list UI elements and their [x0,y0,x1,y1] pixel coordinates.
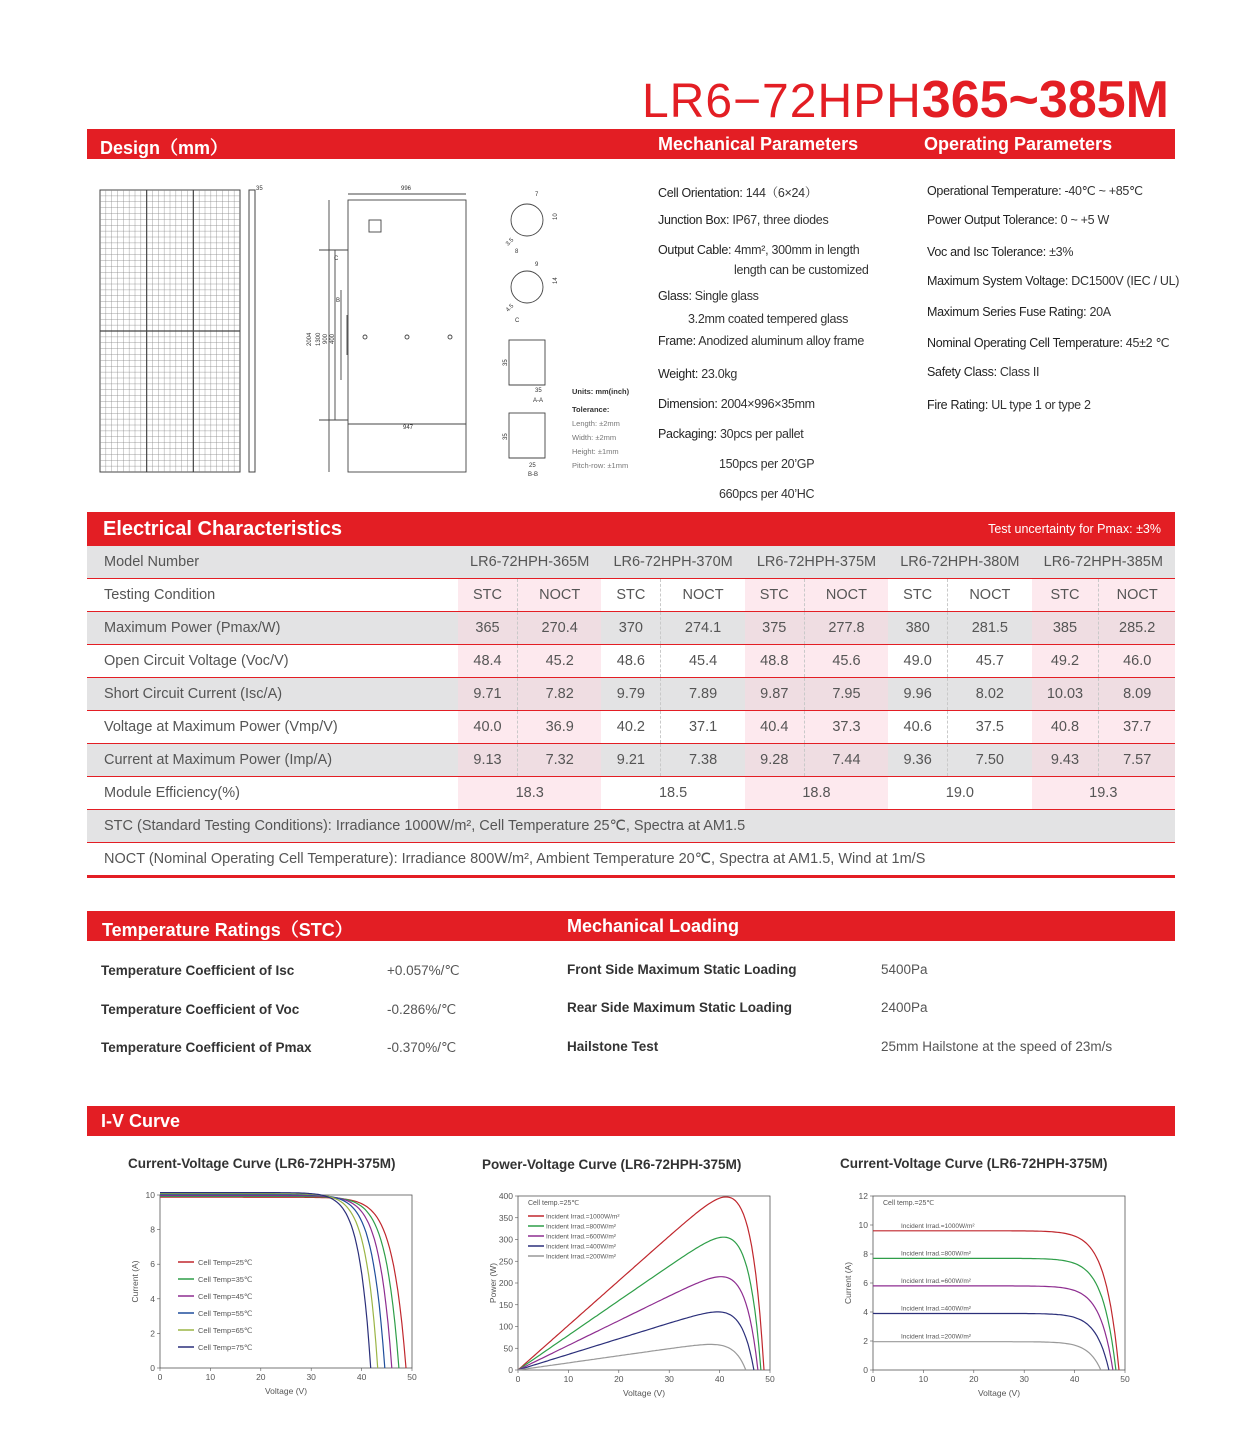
dim-label: 10 [553,213,559,220]
y-tick-label: 4 [863,1307,868,1317]
table-row [87,744,1175,777]
y-axis-label: Current (A) [130,1260,140,1303]
x-tick-label: 50 [765,1374,775,1384]
value-cell: 370 [601,612,660,645]
top-section-bar [87,129,1175,159]
dim-label: 996 [401,186,412,192]
dim-label: 3.5 [505,237,516,248]
legend-label: Incident Irrad.=600W/m² [546,1233,616,1241]
y-tick-label: 200 [498,1278,513,1288]
section-label: C [334,256,339,262]
y-tick-label: 50 [503,1343,513,1354]
dim-label: 35 [503,433,509,440]
value-cell: 48.6 [601,645,660,678]
dim-label: 900 [323,333,329,344]
row-label: Voltage at Maximum Power (Vmp/V) [87,711,458,744]
y-tick-label: 10 [145,1190,155,1200]
x-tick-label: 40 [714,1374,725,1384]
legend-label: Incident Irrad.=400W/m² [546,1243,616,1251]
x-axis-label: Voltage (V) [977,1388,1021,1398]
chart-pv-irradiance [470,1183,790,1403]
value-cell: 7.89 [661,678,745,711]
value-cell: 385 [1032,612,1099,645]
y-tick-label: 6 [150,1259,155,1270]
temp-coef-voc-value: -0.286%/℃ [387,1002,457,1017]
x-tick-label: 30 [664,1374,674,1384]
value-cell: 45.6 [804,645,888,678]
table-row [87,645,1175,678]
iv-bar [87,1106,1175,1136]
chart-note: Cell temp.=25℃ [883,1200,935,1207]
panel-front-view [100,190,240,472]
x-tick-label: 20 [969,1374,979,1384]
value-cell: 45.7 [948,645,1032,678]
hailstone-value: 25mm Hailstone at the speed of 23m/s [881,1039,1113,1054]
y-tick-label: 2 [150,1328,155,1339]
param-dimension: Dimension: 2004×996×35mm [658,397,815,411]
efficiency-cell: 18.8 [745,777,888,810]
title-range: 365~385M [921,71,1169,129]
value-cell: 40.6 [888,711,947,744]
efficiency-cell: 18.3 [458,777,601,810]
x-tick-label: 50 [407,1372,417,1382]
series-line [160,1195,385,1369]
page-title [641,71,1169,129]
y-tick-label: 0 [863,1365,868,1375]
cond-cell: NOCT [804,579,888,612]
x-tick-label: 40 [356,1372,367,1382]
x-tick-label: 0 [515,1374,521,1384]
design-heading: Design（mm） [100,138,229,158]
value-cell: 7.44 [804,744,888,777]
y-tick-label: 4 [150,1293,155,1304]
legend-label: Incident Irrad.=200W/m² [546,1253,616,1261]
value-cell: 9.28 [745,744,804,777]
value-cell: 10.03 [1032,678,1099,711]
x-axis-label: Voltage (V) [622,1388,666,1398]
y-tick-label: 6 [863,1278,868,1288]
rear-loading-value: 2400Pa [881,1000,928,1015]
table-row [87,678,1175,711]
value-cell: 45.2 [517,645,601,678]
series-line [518,1277,758,1370]
chart-iv-irradiance [835,1183,1145,1403]
tolerance-label: Tolerance: [572,405,610,414]
temperature-heading: Temperature Ratings（STC） [102,920,353,940]
x-tick-label: 30 [1019,1374,1029,1384]
electrical-bar [87,512,1175,546]
iv-heading: I-V Curve [101,1111,181,1131]
tolerance-length: Length: ±2mm [572,419,620,428]
value-cell: 277.8 [804,612,888,645]
chart1-title: Current-Voltage Curve (LR6-72HPH-375M) [128,1156,396,1171]
x-tick-label: 10 [205,1372,216,1382]
row-label: Module Efficiency(%) [87,777,458,810]
section-label: C [515,318,520,324]
dim-label: 400 [330,333,336,344]
y-tick-label: 2 [863,1336,868,1346]
cond-cell: NOCT [517,579,601,612]
value-cell: 380 [888,612,947,645]
row-label: Short Circuit Current (Isc/A) [87,678,458,711]
dim-label: 4.5 [505,303,516,314]
model-header: LR6-72HPH-385M [1032,546,1175,579]
value-cell: 37.1 [661,711,745,744]
dim-label: 35 [256,186,263,192]
front-loading-value: 5400Pa [881,962,928,977]
x-tick-label: 10 [918,1374,929,1384]
model-header: LR6-72HPH-370M [601,546,744,579]
value-cell: 7.95 [804,678,888,711]
value-cell: 40.8 [1032,711,1099,744]
param-safety-class: Safety Class: Class II [927,365,1040,379]
dim-label: 2004 [307,332,313,346]
dim-label: 9 [535,262,539,268]
value-cell: 9.71 [458,678,517,711]
value-cell: 7.32 [517,744,601,777]
value-cell: 48.4 [458,645,517,678]
value-cell: 45.4 [661,645,745,678]
temp-coef-isc-label: Temperature Coefficient of Isc [101,963,295,978]
param-noct: Nominal Operating Cell Temperature: 45±2 ℃ [927,336,1170,350]
hailstone-label: Hailstone Test [567,1039,659,1054]
param-max-system-voltage: Maximum System Voltage: DC1500V (IEC / UL) [927,274,1180,288]
value-cell: 9.79 [601,678,660,711]
param-power-tolerance: Power Output Tolerance: 0 ~ +5 W [927,213,1109,227]
dim-label: 7 [535,192,539,198]
value-cell: 37.7 [1099,711,1175,744]
series-line [518,1312,754,1370]
table-row [87,711,1175,744]
efficiency-cell: 18.5 [601,777,744,810]
temp-coef-pmax-value: -0.370%/℃ [387,1040,457,1055]
table-row [87,810,1175,843]
table-row [87,777,1175,810]
temp-coef-isc-value: +0.057%/℃ [387,963,460,978]
cond-cell: NOCT [1099,579,1175,612]
chart3-title: Current-Voltage Curve (LR6-72HPH-375M) [840,1156,1108,1171]
x-tick-label: 10 [563,1374,574,1384]
noct-note: NOCT (Nominal Operating Cell Temperature): Irradiance 800W/m², Ambient Temperature 20℃, Spectra at AM1.5, Wind at 1m/S [87,843,1175,877]
cond-cell: NOCT [948,579,1032,612]
value-cell: 9.13 [458,744,517,777]
value-cell: 274.1 [661,612,745,645]
chart-iv-temperature [125,1183,435,1403]
front-loading-label: Front Side Maximum Static Loading [567,962,797,977]
y-tick-label: 10 [858,1220,868,1230]
value-cell: 7.57 [1099,744,1175,777]
legend-label: Cell Temp=45℃ [198,1292,253,1301]
panel-side-view [249,186,263,472]
dim-label: 35 [503,359,509,366]
cond-cell: STC [888,579,947,612]
cond-cell: STC [1032,579,1099,612]
electrical-table [87,546,1175,878]
value-cell: 46.0 [1099,645,1175,678]
param-operational-temp: Operational Temperature: -40℃ ~ +85℃ [927,184,1143,198]
value-cell: 8.09 [1099,678,1175,711]
dim-label: 25 [529,463,536,469]
tolerance-height: Height: ±1mm [572,447,619,456]
x-tick-label: 30 [306,1372,316,1382]
legend-label: Incident Irrad.=1000W/m² [546,1213,620,1221]
temp-coef-voc-label: Temperature Coefficient of Voc [101,1002,300,1017]
y-tick-label: 150 [498,1299,513,1310]
param-packaging-20gp: 150pcs per 20’GP [719,457,815,471]
x-tick-label: 20 [256,1372,266,1382]
efficiency-cell: 19.3 [1032,777,1175,810]
param-packaging-40hc: 660pcs per 40’HC [719,487,815,501]
series-line [873,1258,1116,1370]
y-tick-label: 0 [508,1365,513,1375]
series-line [160,1194,378,1368]
y-axis-label: Current (A) [843,1261,853,1305]
y-axis-label: Power (W) [488,1262,498,1304]
chart-note: Cell temp.=25℃ [528,1200,580,1207]
value-cell: 7.82 [517,678,601,711]
dim-label: 8 [515,249,519,255]
series-line [518,1344,746,1370]
y-tick-label: 8 [150,1224,155,1235]
param-glass-note: 3.2mm coated tempered glass [688,312,849,326]
y-tick-label: 350 [498,1212,513,1223]
stc-note: STC (Standard Testing Conditions): Irradiance 1000W/m², Cell Temperature 25℃, Spectra at AM1.5 [87,810,1175,843]
value-cell: 7.38 [661,744,745,777]
ratings-bar [87,911,1175,941]
value-cell: 285.2 [1099,612,1175,645]
legend-label: Cell Temp=55℃ [198,1309,253,1318]
series-line [873,1342,1101,1370]
param-cell-orientation: Cell Orientation: 144（6×24） [658,186,818,200]
y-tick-label: 250 [498,1256,513,1267]
series-label: Incident Irrad.=400W/m² [901,1305,971,1313]
cond-cell: STC [601,579,660,612]
value-cell: 48.8 [745,645,804,678]
table-row [87,843,1175,877]
x-tick-label: 20 [614,1374,624,1384]
table-row [87,612,1175,645]
value-cell: 270.4 [517,612,601,645]
dim-label: 1300 [316,332,322,346]
value-cell: 36.9 [517,711,601,744]
x-tick-label: 40 [1069,1374,1080,1384]
x-axis-label: Voltage (V) [264,1386,308,1396]
y-tick-label: 12 [858,1191,868,1201]
title-model: LR6−72HPH [641,75,922,128]
value-cell: 375 [745,612,804,645]
series-line [873,1286,1113,1370]
model-header: LR6-72HPH-380M [888,546,1031,579]
model-header: LR6-72HPH-365M [458,546,601,579]
value-cell: 40.0 [458,711,517,744]
param-packaging: Packaging: 30pcs per pallet [658,427,804,441]
value-cell: 365 [458,612,517,645]
value-cell: 49.0 [888,645,947,678]
table-row [87,546,1175,579]
uncertainty-note: Test uncertainty for Pmax: ±3% [988,522,1161,536]
series-label: Incident Irrad.=600W/m² [901,1277,971,1285]
param-junction-box: Junction Box: IP67, three diodes [658,213,829,227]
dim-label: 35 [535,388,542,394]
param-weight: Weight: 23.0kg [658,367,737,381]
tolerance-width: Width: ±2mm [572,433,617,442]
row-label: Maximum Power (Pmax/W) [87,612,458,645]
cond-cell: STC [458,579,517,612]
value-cell: 7.50 [948,744,1032,777]
series-line [160,1193,371,1368]
panel-back-view [319,194,466,472]
value-cell: 9.21 [601,744,660,777]
param-voc-isc-tolerance: Voc and Isc Tolerance: ±3% [927,245,1074,259]
legend-label: Cell Temp=35℃ [198,1275,253,1284]
y-tick-label: 8 [863,1249,868,1259]
value-cell: 37.3 [804,711,888,744]
param-output-cable: Output Cable: 4mm², 300mm in length [658,243,860,257]
value-cell: 281.5 [948,612,1032,645]
param-frame: Frame: Anodized aluminum alloy frame [658,334,864,348]
value-cell: 9.87 [745,678,804,711]
legend-label: Cell Temp=65℃ [198,1326,253,1335]
x-tick-label: 50 [1120,1374,1130,1384]
y-tick-label: 300 [498,1234,513,1245]
param-glass: Glass: Single glass [658,289,759,303]
series-line [160,1196,392,1369]
param-output-cable-note: length can be customized [734,263,869,277]
x-tick-label: 0 [870,1374,876,1384]
chart2-title: Power-Voltage Curve (LR6-72HPH-375M) [482,1157,742,1172]
units-note: Units: mm(inch) [572,387,630,396]
row-label: Testing Condition [87,579,458,612]
tolerance-pitch: Pitch-row: ±1mm [572,461,629,470]
y-tick-label: 100 [498,1321,513,1332]
mechanical-heading: Mechanical Parameters [658,134,859,154]
table-row [87,579,1175,612]
dim-label: 14 [553,277,559,284]
param-fire-rating: Fire Rating: UL type 1 or type 2 [927,398,1091,412]
x-tick-label: 0 [157,1372,163,1382]
row-label: Model Number [87,546,458,579]
value-cell: 9.43 [1032,744,1099,777]
value-cell: 8.02 [948,678,1032,711]
y-tick-label: 400 [498,1191,513,1201]
series-label: Incident Irrad.=200W/m² [901,1333,971,1341]
cond-cell: NOCT [661,579,745,612]
value-cell: 9.36 [888,744,947,777]
series-label: Incident Irrad.=1000W/m² [901,1222,975,1230]
dim-label: 947 [403,425,414,431]
module-drawing [95,180,650,485]
row-label: Current at Maximum Power (Imp/A) [87,744,458,777]
value-cell: 40.2 [601,711,660,744]
model-header: LR6-72HPH-375M [745,546,888,579]
temp-coef-pmax-label: Temperature Coefficient of Pmax [101,1040,312,1055]
section-label: B [336,298,341,304]
value-cell: 40.4 [745,711,804,744]
value-cell: 49.2 [1032,645,1099,678]
param-fuse-rating: Maximum Series Fuse Rating: 20A [927,305,1111,319]
row-label: Open Circuit Voltage (Voc/V) [87,645,458,678]
legend-label: Cell Temp=75℃ [198,1343,253,1352]
loading-heading: Mechanical Loading [567,916,740,936]
efficiency-cell: 19.0 [888,777,1031,810]
rear-loading-label: Rear Side Maximum Static Loading [567,1000,793,1015]
electrical-heading: Electrical Characteristics [103,518,343,540]
legend-label: Cell Temp=25℃ [198,1258,253,1267]
value-cell: 9.96 [888,678,947,711]
section-label: B-B [528,472,539,478]
section-label: A-A [533,398,544,404]
series-label: Incident Irrad.=800W/m² [901,1250,971,1258]
legend-label: Incident Irrad.=800W/m² [546,1223,616,1231]
y-tick-label: 0 [150,1363,155,1373]
cond-cell: STC [745,579,804,612]
operating-heading: Operating Parameters [924,134,1113,154]
value-cell: 37.5 [948,711,1032,744]
